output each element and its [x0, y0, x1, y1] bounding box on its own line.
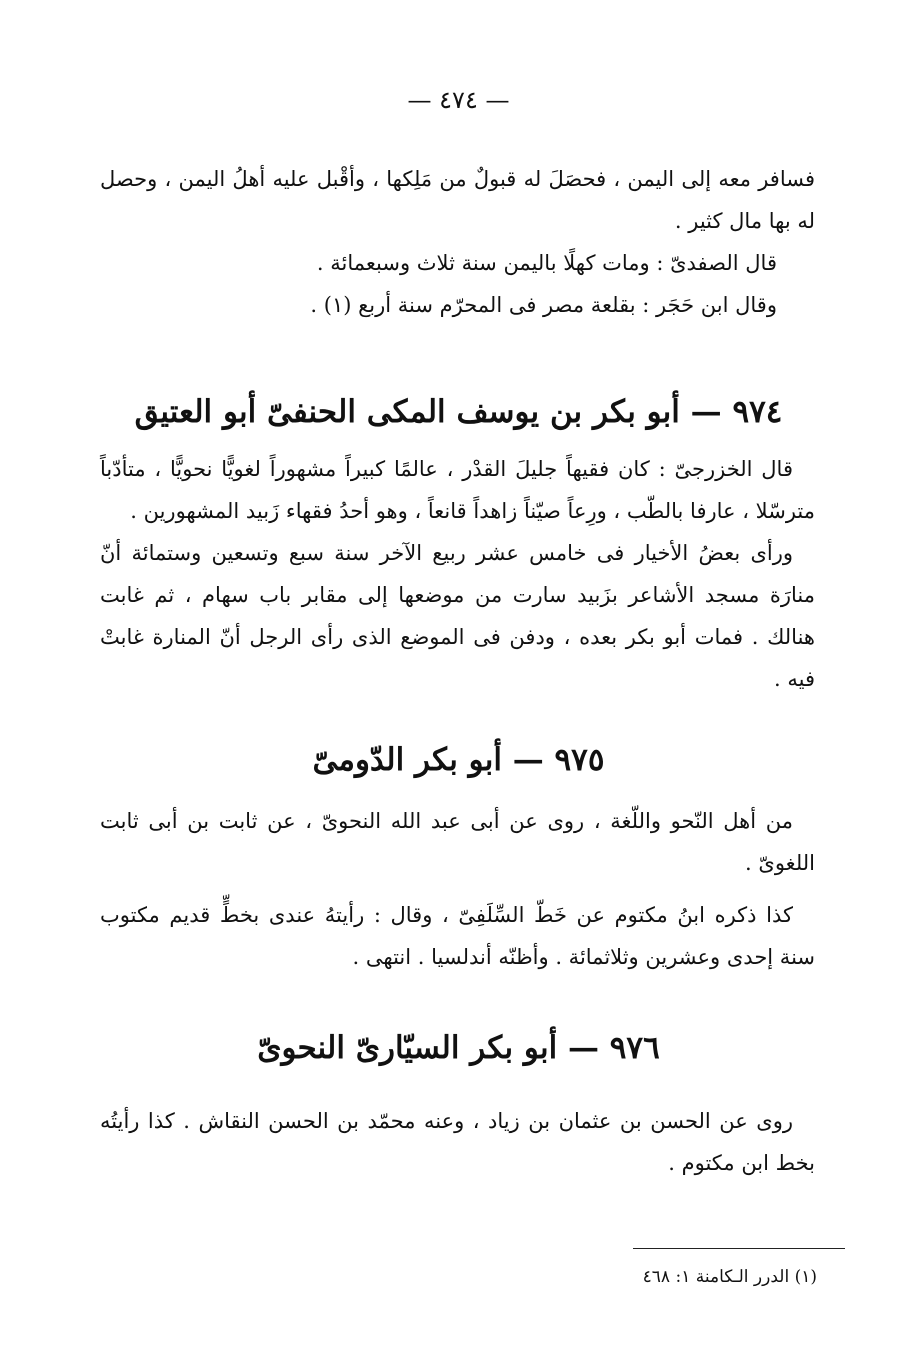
entry-975-body [100, 800, 815, 978]
entry-976-paragraph-1: روى عن الحسن بن عثمان بن زياد ، وعنه محمّد بن الحسن النقاش . كذا رأيتُه بخط ابن مكتوم . [100, 1109, 815, 1175]
page-number: — ٤٧٤ — [407, 86, 510, 114]
entry-976-heading: ٩٧٦ — أبو بكر السيّارىّ النحوىّ [257, 1030, 660, 1066]
footnote: (١) الدرر الـكامنة ١: ٤٦٨ [642, 1267, 817, 1287]
entry-975-paragraph-1: من أهل النّحو واللّغة ، روى عن أبى عبد الله النحوىّ ، عن ثابت بن أبى ثابت اللغوىّ . [100, 809, 815, 875]
entry-974-heading: ٩٧٤ — أبو بكر بن يوسف المكى الحنفىّ أبو العتيق [134, 394, 783, 430]
footnote-divider [633, 1248, 845, 1249]
entry-974-paragraph-2: ورأى بعضُ الأخيار فى خامس عشر ربيع الآخر سنة سبع وتسعين وستمائة أنّ منارَة مسجد الأشاعر بزَبيد سارت من موضعها إلى مقابر باب سهام ، ثم غابت هنالك . فمات أبو بكر بعده ، ودفن فى الموضع الذى رأى الرجل أنّ المنارة غابتْ فيه . [100, 541, 815, 691]
entry-976-body [100, 1100, 815, 1184]
intro-block [100, 158, 815, 326]
entry-975-heading: ٩٧٥ — أبو بكر الدّومىّ [312, 742, 605, 778]
entry-974-body [100, 448, 815, 700]
intro-paragraph-1: فسافر معه إلى اليمن ، فحصَلَ له قبولٌ من مَلِكها ، وأقْبل عليه أهلُ اليمن ، وحصل له بها مال كثير . [100, 167, 815, 233]
entry-975-paragraph-2: كذا ذكره ابنُ مكتوم عن خَطّ السِّلَفِىّ ، وقال : رأيتهُ عندى بخطٍّ قديم مكتوب سنة إحدى وعشرين وثلاثمائة . وأظنّه أندلسيا . انتهى . [100, 903, 815, 969]
intro-paragraph-2: قال الصفدىّ : ومات كهلًا باليمن سنة ثلاث وسبعمائة . [316, 251, 777, 275]
intro-paragraph-3: وقال ابن حَجَر : بقلعة مصر فى المحرّم سنة أربع (١) . [310, 293, 777, 317]
entry-974-paragraph-1: قال الخزرجىّ : كان فقيهاً جليلَ القدْر ، عالمًا كبيراً مشهوراً لغويًّا نحويًّا ، متأدّباً مترسّلا ، عارفا بالطّب ، ورِعاً صيّناً زاهداً قانعاً ، وهو أحدُ فقهاء زَبيد المشهورين . [100, 457, 815, 523]
